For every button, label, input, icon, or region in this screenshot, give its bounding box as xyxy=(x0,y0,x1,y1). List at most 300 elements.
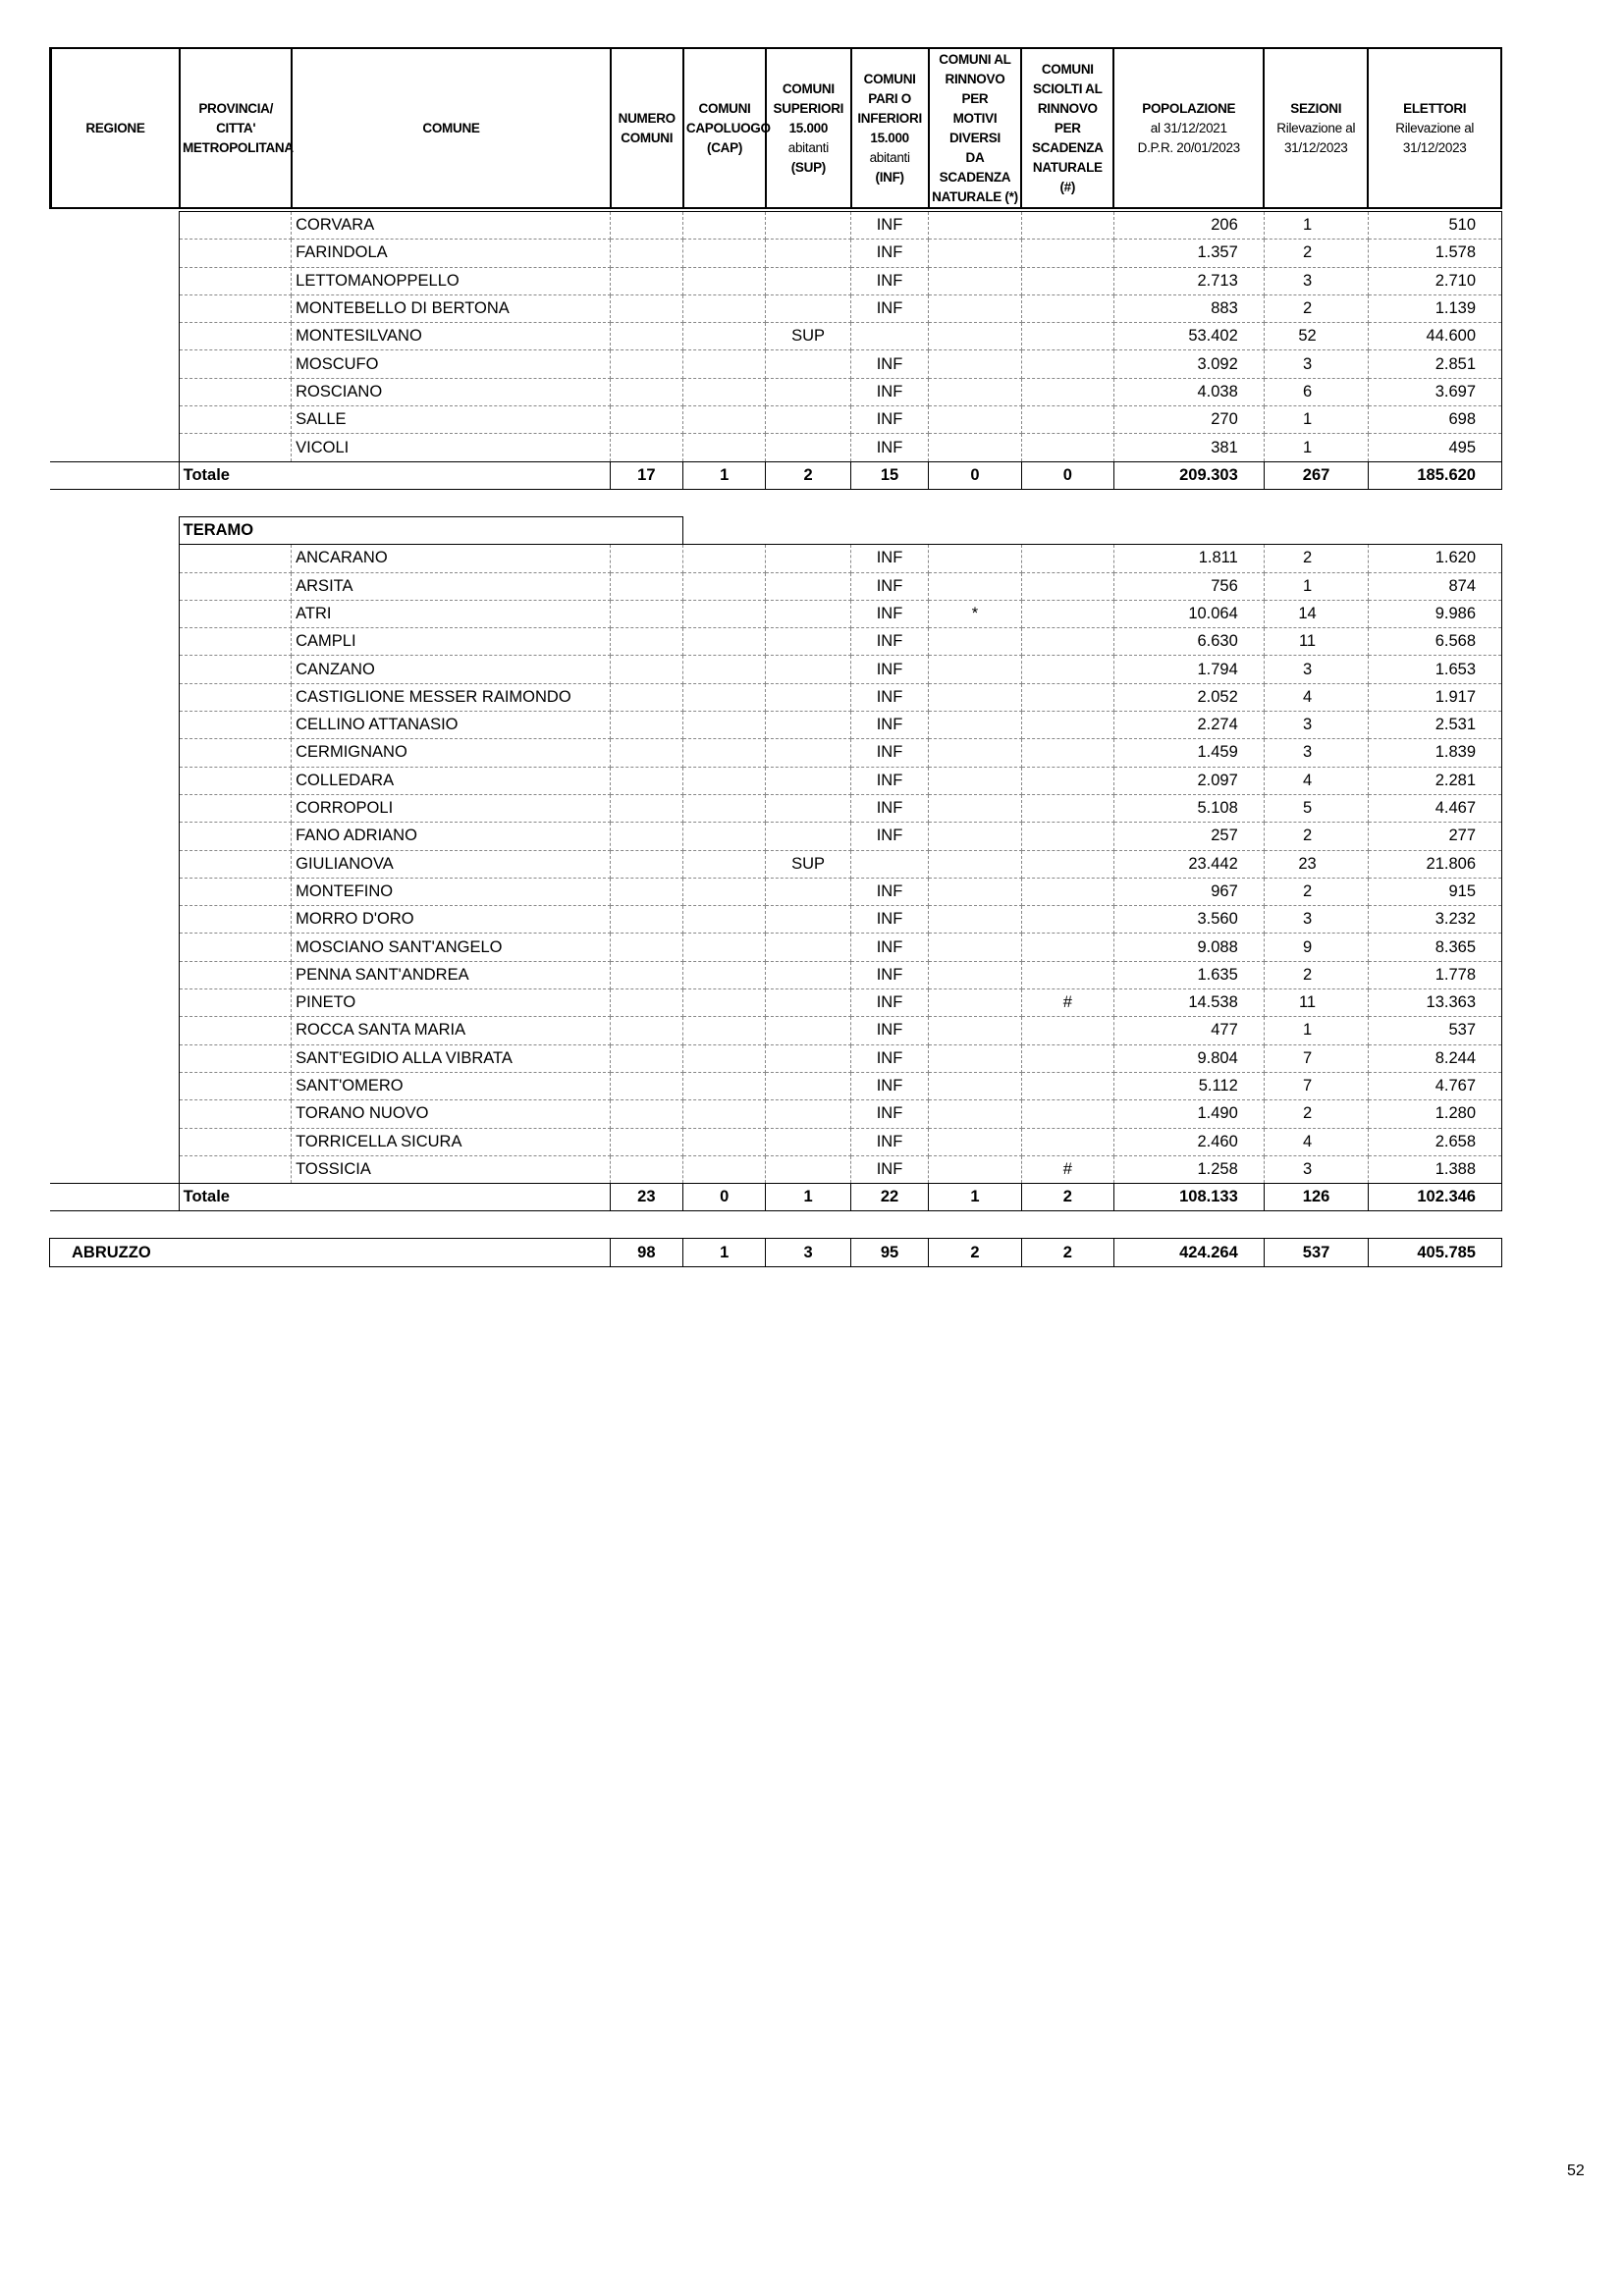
table-row xyxy=(50,600,1502,627)
elettori-value: 510 xyxy=(1369,212,1502,240)
elettori-value: 277 xyxy=(1369,823,1502,850)
rinnovo-flag xyxy=(929,712,1021,739)
sezioni-value: 2 xyxy=(1264,961,1369,988)
region-sezioni: 537 xyxy=(1264,1239,1369,1266)
inferiori-flag: INF xyxy=(850,712,928,739)
table-row xyxy=(50,683,1502,711)
inferiori-flag: INF xyxy=(850,267,928,294)
rinnovo-flag xyxy=(929,212,1021,240)
superiori-flag xyxy=(766,823,850,850)
table-row xyxy=(50,906,1502,934)
table-row xyxy=(50,712,1502,739)
total-popolazione: 108.133 xyxy=(1114,1184,1265,1211)
table-row xyxy=(50,1128,1502,1155)
inferiori-flag: INF xyxy=(850,378,928,405)
rinnovo-flag xyxy=(929,294,1021,322)
elettori-value: 8.244 xyxy=(1369,1044,1502,1072)
popolazione-value: 1.811 xyxy=(1114,545,1265,572)
comune-name: ARSITA xyxy=(292,572,611,600)
header-provincia: PROVINCIA/ CITTA' METROPOLITANA xyxy=(180,48,292,208)
superiori-flag xyxy=(766,1155,850,1183)
comune-name: SANT'EGIDIO ALLA VIBRATA xyxy=(292,1044,611,1072)
table-row xyxy=(50,989,1502,1017)
inferiori-flag: INF xyxy=(850,823,928,850)
superiori-flag xyxy=(766,656,850,683)
total-superiori: 2 xyxy=(766,461,850,489)
elettori-value: 2.281 xyxy=(1369,767,1502,794)
inferiori-flag: INF xyxy=(850,906,928,934)
region-rinnovo: 2 xyxy=(929,1239,1021,1266)
region-popolazione: 424.264 xyxy=(1114,1239,1265,1266)
superiori-flag xyxy=(766,212,850,240)
teramo-header-row xyxy=(50,516,1502,544)
table-row xyxy=(50,1155,1502,1183)
popolazione-value: 6.630 xyxy=(1114,628,1265,656)
elettori-value: 537 xyxy=(1369,1017,1502,1044)
sciolti-flag xyxy=(1021,878,1113,905)
header-superiori: COMUNI SUPERIORI 15.000 abitanti (SUP) xyxy=(766,48,850,208)
superiori-flag xyxy=(766,961,850,988)
elettori-value: 6.568 xyxy=(1369,628,1502,656)
sciolti-flag xyxy=(1021,683,1113,711)
elettori-value: 3.232 xyxy=(1369,906,1502,934)
elettori-value: 1.139 xyxy=(1369,294,1502,322)
rinnovo-flag xyxy=(929,434,1021,461)
comune-name: VICOLI xyxy=(292,434,611,461)
rinnovo-flag xyxy=(929,878,1021,905)
sezioni-value: 2 xyxy=(1264,1100,1369,1128)
superiori-flag xyxy=(766,294,850,322)
popolazione-value: 10.064 xyxy=(1114,600,1265,627)
table-row xyxy=(50,794,1502,822)
comune-name: GIULIANOVA xyxy=(292,850,611,878)
superiori-flag: SUP xyxy=(766,323,850,350)
popolazione-value: 3.092 xyxy=(1114,350,1265,378)
total-inferiori: 22 xyxy=(850,1184,928,1211)
popolazione-value: 967 xyxy=(1114,878,1265,905)
pescara-total-row xyxy=(50,461,1502,489)
total-sciolti: 2 xyxy=(1021,1184,1113,1211)
header-sciolti: COMUNI SCIOLTI AL RINNOVO PER SCADENZA NATURALE (#) xyxy=(1021,48,1113,208)
popolazione-value: 1.794 xyxy=(1114,656,1265,683)
sezioni-value: 11 xyxy=(1264,989,1369,1017)
sezioni-value: 3 xyxy=(1264,1155,1369,1183)
elettori-value: 1.839 xyxy=(1369,739,1502,767)
sciolti-flag xyxy=(1021,656,1113,683)
table-row xyxy=(50,767,1502,794)
sezioni-value: 1 xyxy=(1264,1017,1369,1044)
comune-name: MOSCUFO xyxy=(292,350,611,378)
comune-name: CORROPOLI xyxy=(292,794,611,822)
inferiori-flag: INF xyxy=(850,989,928,1017)
header-inferiori: COMUNI PARI O INFERIORI 15.000 abitanti (INF) xyxy=(851,48,929,208)
sezioni-value: 1 xyxy=(1264,212,1369,240)
elettori-value: 915 xyxy=(1369,878,1502,905)
comune-name: MOSCIANO SANT'ANGELO xyxy=(292,934,611,961)
superiori-flag xyxy=(766,350,850,378)
sciolti-flag xyxy=(1021,961,1113,988)
rinnovo-flag xyxy=(929,906,1021,934)
sezioni-value: 2 xyxy=(1264,545,1369,572)
sciolti-flag xyxy=(1021,628,1113,656)
popolazione-value: 2.460 xyxy=(1114,1128,1265,1155)
total-sciolti: 0 xyxy=(1021,461,1113,489)
sciolti-flag xyxy=(1021,739,1113,767)
rinnovo-flag xyxy=(929,767,1021,794)
header-elettori: ELETTORI Rilevazione al 31/12/2023 xyxy=(1368,48,1501,208)
sciolti-flag xyxy=(1021,294,1113,322)
rinnovo-flag xyxy=(929,628,1021,656)
sezioni-value: 4 xyxy=(1264,683,1369,711)
inferiori-flag: INF xyxy=(850,934,928,961)
inferiori-flag: INF xyxy=(850,767,928,794)
sciolti-flag xyxy=(1021,378,1113,405)
sezioni-value: 4 xyxy=(1264,1128,1369,1155)
rinnovo-flag xyxy=(929,989,1021,1017)
sciolti-flag xyxy=(1021,1072,1113,1099)
inferiori-flag: INF xyxy=(850,628,928,656)
header-regione: REGIONE xyxy=(51,48,180,208)
popolazione-value: 9.088 xyxy=(1114,934,1265,961)
rinnovo-flag xyxy=(929,823,1021,850)
sezioni-value: 7 xyxy=(1264,1072,1369,1099)
rinnovo-flag xyxy=(929,267,1021,294)
elettori-value: 13.363 xyxy=(1369,989,1502,1017)
sciolti-flag xyxy=(1021,906,1113,934)
total-capoluogo: 1 xyxy=(683,461,766,489)
table-row xyxy=(50,1017,1502,1044)
elettori-value: 4.767 xyxy=(1369,1072,1502,1099)
popolazione-value: 1.357 xyxy=(1114,240,1265,267)
superiori-flag xyxy=(766,378,850,405)
rinnovo-flag xyxy=(929,794,1021,822)
superiori-flag xyxy=(766,1072,850,1099)
total-superiori: 1 xyxy=(766,1184,850,1211)
teramo-section xyxy=(50,545,1502,1184)
comune-name: CANZANO xyxy=(292,656,611,683)
page-number: 52 xyxy=(1567,2163,1585,2179)
rinnovo-flag xyxy=(929,1155,1021,1183)
inferiori-flag: INF xyxy=(850,656,928,683)
popolazione-value: 1.635 xyxy=(1114,961,1265,988)
table-row xyxy=(50,739,1502,767)
elettori-value: 21.806 xyxy=(1369,850,1502,878)
inferiori-flag: INF xyxy=(850,294,928,322)
table-row xyxy=(50,406,1502,434)
popolazione-value: 477 xyxy=(1114,1017,1265,1044)
sciolti-flag: # xyxy=(1021,1155,1113,1183)
sezioni-value: 9 xyxy=(1264,934,1369,961)
total-elettori: 102.346 xyxy=(1369,1184,1502,1211)
superiori-flag xyxy=(766,628,850,656)
elettori-value: 4.467 xyxy=(1369,794,1502,822)
comune-name: PINETO xyxy=(292,989,611,1017)
sciolti-flag xyxy=(1021,406,1113,434)
elettori-value: 698 xyxy=(1369,406,1502,434)
popolazione-value: 883 xyxy=(1114,294,1265,322)
sciolti-flag xyxy=(1021,323,1113,350)
sezioni-value: 1 xyxy=(1264,406,1369,434)
popolazione-value: 270 xyxy=(1114,406,1265,434)
superiori-flag xyxy=(766,739,850,767)
popolazione-value: 257 xyxy=(1114,823,1265,850)
inferiori-flag: INF xyxy=(850,1044,928,1072)
comune-name: TORRICELLA SICURA xyxy=(292,1128,611,1155)
superiori-flag xyxy=(766,934,850,961)
table-row xyxy=(50,850,1502,878)
inferiori-flag: INF xyxy=(850,1100,928,1128)
comune-name: SALLE xyxy=(292,406,611,434)
table-row xyxy=(50,572,1502,600)
region-inferiori: 95 xyxy=(850,1239,928,1266)
rinnovo-flag xyxy=(929,656,1021,683)
elettori-value: 495 xyxy=(1369,434,1502,461)
inferiori-flag xyxy=(850,323,928,350)
rinnovo-flag xyxy=(929,934,1021,961)
superiori-flag xyxy=(766,1017,850,1044)
table-row xyxy=(50,823,1502,850)
popolazione-value: 4.038 xyxy=(1114,378,1265,405)
rinnovo-flag xyxy=(929,1072,1021,1099)
sezioni-value: 2 xyxy=(1264,823,1369,850)
comune-name: MONTESILVANO xyxy=(292,323,611,350)
superiori-flag: SUP xyxy=(766,850,850,878)
inferiori-flag: INF xyxy=(850,240,928,267)
inferiori-flag: INF xyxy=(850,350,928,378)
comune-name: SANT'OMERO xyxy=(292,1072,611,1099)
total-label: Totale xyxy=(179,1184,292,1211)
sezioni-value: 4 xyxy=(1264,767,1369,794)
comune-name: MORRO D'ORO xyxy=(292,906,611,934)
superiori-flag xyxy=(766,683,850,711)
rinnovo-flag xyxy=(929,406,1021,434)
popolazione-value: 756 xyxy=(1114,572,1265,600)
header-popolazione: POPOLAZIONE al 31/12/2021 D.P.R. 20/01/2023 xyxy=(1113,48,1264,208)
table-row xyxy=(50,1072,1502,1099)
popolazione-value: 381 xyxy=(1114,434,1265,461)
sciolti-flag xyxy=(1021,1044,1113,1072)
inferiori-flag: INF xyxy=(850,961,928,988)
inferiori-flag: INF xyxy=(850,406,928,434)
rinnovo-flag xyxy=(929,1044,1021,1072)
region-numero: 98 xyxy=(610,1239,682,1266)
sezioni-value: 23 xyxy=(1264,850,1369,878)
rinnovo-flag xyxy=(929,1017,1021,1044)
sciolti-flag xyxy=(1021,434,1113,461)
table-row xyxy=(50,378,1502,405)
total-sezioni: 126 xyxy=(1264,1184,1369,1211)
sezioni-value: 1 xyxy=(1264,434,1369,461)
rinnovo-flag xyxy=(929,1128,1021,1155)
superiori-flag xyxy=(766,267,850,294)
sciolti-flag xyxy=(1021,600,1113,627)
inferiori-flag: INF xyxy=(850,545,928,572)
sciolti-flag xyxy=(1021,850,1113,878)
comuni-table xyxy=(49,211,1502,1267)
table-row xyxy=(50,240,1502,267)
elettori-value: 3.697 xyxy=(1369,378,1502,405)
header-rinnovo: COMUNI AL RINNOVO PER MOTIVI DIVERSI DA SCADENZA NATURALE (*) xyxy=(929,48,1021,208)
rinnovo-flag xyxy=(929,350,1021,378)
elettori-value: 1.280 xyxy=(1369,1100,1502,1128)
sciolti-flag xyxy=(1021,545,1113,572)
superiori-flag xyxy=(766,794,850,822)
superiori-flag xyxy=(766,406,850,434)
popolazione-value: 5.108 xyxy=(1114,794,1265,822)
comune-name: MONTEFINO xyxy=(292,878,611,905)
popolazione-value: 3.560 xyxy=(1114,906,1265,934)
table-row xyxy=(50,434,1502,461)
total-popolazione: 209.303 xyxy=(1114,461,1265,489)
superiori-flag xyxy=(766,767,850,794)
total-sezioni: 267 xyxy=(1264,461,1369,489)
table-row xyxy=(50,878,1502,905)
sezioni-value: 3 xyxy=(1264,906,1369,934)
popolazione-value: 1.490 xyxy=(1114,1100,1265,1128)
popolazione-value: 5.112 xyxy=(1114,1072,1265,1099)
table-row xyxy=(50,934,1502,961)
comune-name: CAMPLI xyxy=(292,628,611,656)
rinnovo-flag: * xyxy=(929,600,1021,627)
pescara-section xyxy=(50,212,1502,462)
rinnovo-flag xyxy=(929,323,1021,350)
elettori-value: 1.917 xyxy=(1369,683,1502,711)
comune-name: ROCCA SANTA MARIA xyxy=(292,1017,611,1044)
table-row xyxy=(50,294,1502,322)
region-total-row xyxy=(50,1239,1502,1266)
sezioni-value: 1 xyxy=(1264,572,1369,600)
popolazione-value: 9.804 xyxy=(1114,1044,1265,1072)
sciolti-flag xyxy=(1021,572,1113,600)
total-numero: 23 xyxy=(610,1184,682,1211)
comune-name: CELLINO ATTANASIO xyxy=(292,712,611,739)
sezioni-value: 5 xyxy=(1264,794,1369,822)
superiori-flag xyxy=(766,1128,850,1155)
inferiori-flag: INF xyxy=(850,1017,928,1044)
header-numero-comuni: NUMERO COMUNI xyxy=(611,48,683,208)
comune-name: ROSCIANO xyxy=(292,378,611,405)
total-numero: 17 xyxy=(610,461,682,489)
superiori-flag xyxy=(766,712,850,739)
elettori-value: 1.388 xyxy=(1369,1155,1502,1183)
superiori-flag xyxy=(766,600,850,627)
popolazione-value: 2.274 xyxy=(1114,712,1265,739)
rinnovo-flag xyxy=(929,378,1021,405)
comune-name: TORANO NUOVO xyxy=(292,1100,611,1128)
popolazione-value: 206 xyxy=(1114,212,1265,240)
sciolti-flag xyxy=(1021,1100,1113,1128)
comune-name: LETTOMANOPPELLO xyxy=(292,267,611,294)
region-name: ABRUZZO xyxy=(50,1239,292,1266)
superiori-flag xyxy=(766,1044,850,1072)
elettori-value: 2.531 xyxy=(1369,712,1502,739)
superiori-flag xyxy=(766,878,850,905)
sciolti-flag xyxy=(1021,240,1113,267)
sciolti-flag xyxy=(1021,934,1113,961)
table-row xyxy=(50,656,1502,683)
region-elettori: 405.785 xyxy=(1369,1239,1502,1266)
elettori-value: 9.986 xyxy=(1369,600,1502,627)
inferiori-flag: INF xyxy=(850,212,928,240)
rinnovo-flag xyxy=(929,240,1021,267)
sciolti-flag xyxy=(1021,794,1113,822)
sezioni-value: 2 xyxy=(1264,878,1369,905)
region-sciolti: 2 xyxy=(1021,1239,1113,1266)
sezioni-value: 14 xyxy=(1264,600,1369,627)
sciolti-flag xyxy=(1021,712,1113,739)
table-row xyxy=(50,1100,1502,1128)
teramo-total-row xyxy=(50,1184,1502,1211)
inferiori-flag: INF xyxy=(850,1155,928,1183)
popolazione-value: 1.258 xyxy=(1114,1155,1265,1183)
popolazione-value: 2.097 xyxy=(1114,767,1265,794)
elettori-value: 1.578 xyxy=(1369,240,1502,267)
popolazione-value: 2.052 xyxy=(1114,683,1265,711)
sciolti-flag xyxy=(1021,823,1113,850)
elettori-value: 1.778 xyxy=(1369,961,1502,988)
total-label: Totale xyxy=(179,461,292,489)
popolazione-value: 2.713 xyxy=(1114,267,1265,294)
superiori-flag xyxy=(766,572,850,600)
table-row xyxy=(50,628,1502,656)
header-sezioni: SEZIONI Rilevazione al 31/12/2023 xyxy=(1264,48,1368,208)
sciolti-flag xyxy=(1021,1017,1113,1044)
elettori-value: 874 xyxy=(1369,572,1502,600)
superiori-flag xyxy=(766,906,850,934)
elettori-value: 44.600 xyxy=(1369,323,1502,350)
region-superiori: 3 xyxy=(766,1239,850,1266)
elettori-value: 1.653 xyxy=(1369,656,1502,683)
table-row xyxy=(50,212,1502,240)
inferiori-flag: INF xyxy=(850,739,928,767)
inferiori-flag: INF xyxy=(850,683,928,711)
header-comune: COMUNE xyxy=(292,48,610,208)
popolazione-value: 1.459 xyxy=(1114,739,1265,767)
sezioni-value: 6 xyxy=(1264,378,1369,405)
inferiori-flag: INF xyxy=(850,794,928,822)
superiori-flag xyxy=(766,434,850,461)
elettori-value: 1.620 xyxy=(1369,545,1502,572)
sciolti-flag xyxy=(1021,212,1113,240)
comune-name: CORVARA xyxy=(292,212,611,240)
sciolti-flag xyxy=(1021,767,1113,794)
table-row xyxy=(50,323,1502,350)
superiori-flag xyxy=(766,545,850,572)
region-capoluogo: 1 xyxy=(683,1239,766,1266)
sciolti-flag xyxy=(1021,267,1113,294)
total-elettori: 185.620 xyxy=(1369,461,1502,489)
rinnovo-flag xyxy=(929,961,1021,988)
comune-name: PENNA SANT'ANDREA xyxy=(292,961,611,988)
sciolti-flag xyxy=(1021,1128,1113,1155)
sezioni-value: 3 xyxy=(1264,656,1369,683)
comune-name: CASTIGLIONE MESSER RAIMONDO xyxy=(292,683,611,711)
inferiori-flag xyxy=(850,850,928,878)
sezioni-value: 2 xyxy=(1264,240,1369,267)
table-header xyxy=(49,47,1502,209)
rinnovo-flag xyxy=(929,572,1021,600)
rinnovo-flag xyxy=(929,683,1021,711)
comune-name: ATRI xyxy=(292,600,611,627)
sezioni-value: 2 xyxy=(1264,294,1369,322)
superiori-flag xyxy=(766,240,850,267)
sezioni-value: 7 xyxy=(1264,1044,1369,1072)
sezioni-value: 3 xyxy=(1264,712,1369,739)
inferiori-flag: INF xyxy=(850,1072,928,1099)
sezioni-value: 3 xyxy=(1264,267,1369,294)
comune-name: ANCARANO xyxy=(292,545,611,572)
sciolti-flag: # xyxy=(1021,989,1113,1017)
